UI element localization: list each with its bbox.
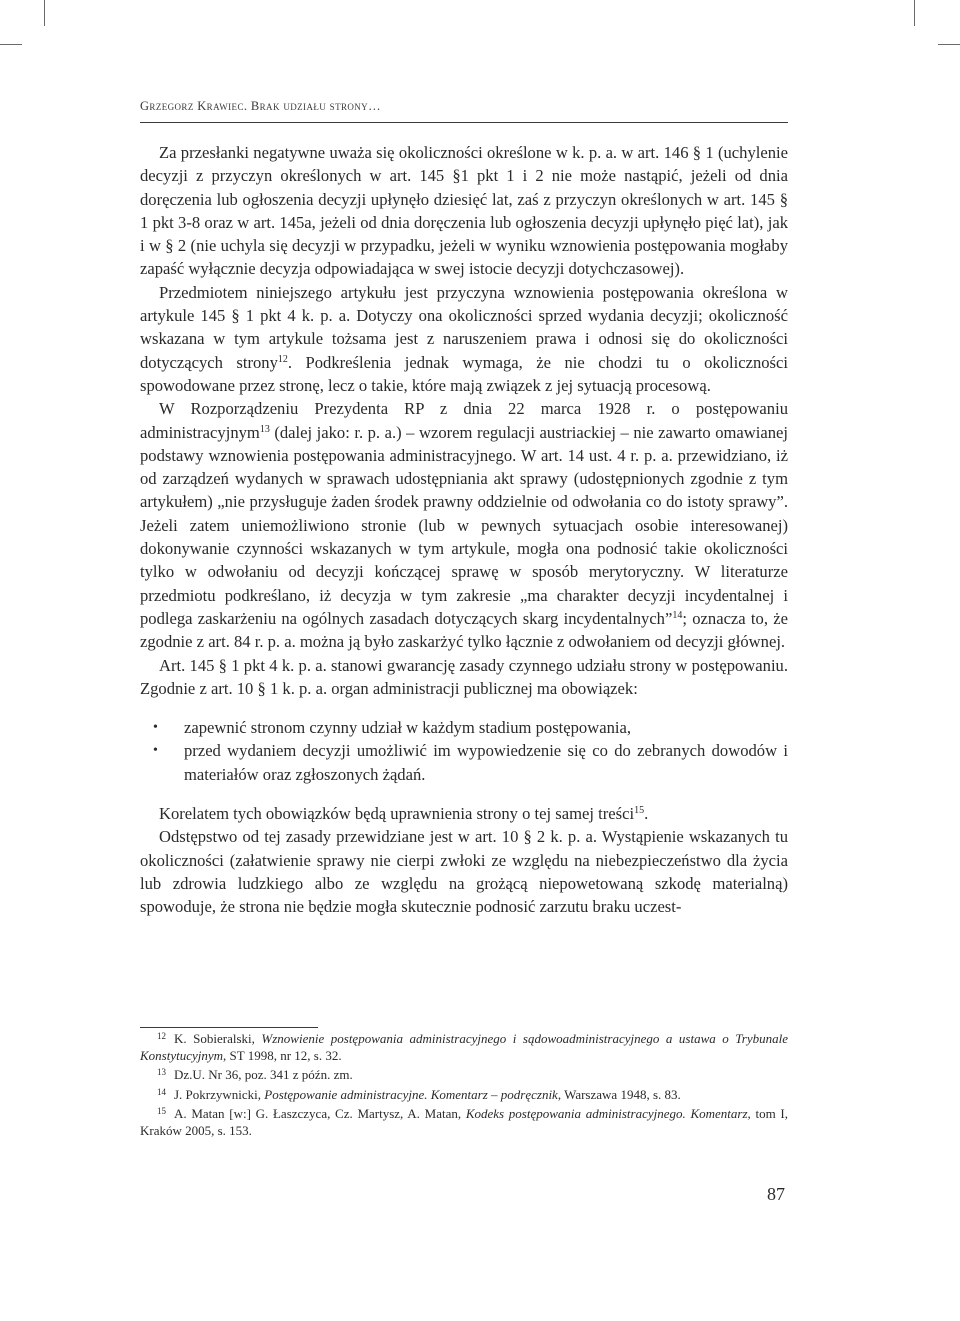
crop-mark: [914, 0, 915, 26]
body-text: [140, 141, 788, 919]
crop-mark: [44, 0, 45, 26]
paragraph: Korelatem tych obowiązków będą uprawnienia strony o tej samej treści$^{15}$.: [159, 804, 649, 824]
crop-mark: [0, 44, 22, 45]
list-item: • zapewnić stronom czynny udział w każdym stadium postępowania,: [140, 716, 788, 739]
paragraph: Art. 145 § 1 pkt 4 k. p. a. stanowi gwarancję zasady czynnego udziału strony w postępowaniu. Zgodnie z art. 10 § 1 k. p. a. organ administracji publicznej ma obowiązek:: [140, 655, 788, 698]
footnote-ref[interactable]: 13: [259, 423, 270, 435]
footnote-ref[interactable]: 12: [277, 353, 288, 365]
footnote: $^{13}$ Dz.U. Nr 36, poz. 341 z późn. zm.: [157, 1067, 353, 1083]
footnote-rule: [140, 1027, 318, 1028]
footnote: $^{15}$ A. Matan [w:] G. Łaszczyca, Cz. Martysz, A. Matan, Kodeks postępowania administracyjnego. Komentarz, tom I, Kraków 2005, s. 153.: [140, 1105, 789, 1139]
running-head: Grzegorz Krawiec. Brak udziału strony…: [140, 99, 381, 113]
footnote: $^{12}$ K. Sobieralski, Wznowienie postępowania administracyjnego i sądowoadministracyjnego a ustawa o Trybunale Konstytucyjnym, ST 1998, nr 12, s. 32.: [140, 1031, 789, 1064]
paragraph: Za przesłanki negatywne uważa się okoliczności określone w k. p. a. w art. 146 § 1 (uchylenie decyzji z przyczyn określonych w art. 145 §1 pkt 1 i 2 nie może nastąpić, jeżeli od dnia doręczenia lub ogłoszenia decyzji upłynęło dziesięć lat, zaś z przyczyn określonych w art. 145 § 1 pkt 3-8 oraz w art. 145a, jeżeli od dnia doręczenia lub ogłoszenia decyzji upłynęło pięć lat), jak i w § 2 (nie uchyla się decyzji w przypadku, jeżeli w wyniku wznowienia postępowania mogłaby zapaść wyłącznie decyzja odpowiadająca w swej istocie decyzji dotychczasowej).: [140, 143, 788, 279]
footnotes: [140, 1030, 788, 1141]
paragraph: Przedmiotem niniejszego artykułu jest przyczyna wznowienia postępowania określona w artykule 145 § 1 pkt 4 k. p. a. Dotyczy ona okoliczności sprzed wydania decyzji; okoliczność wskazana w tym artykule tożsama jest z naruszeniem prawa i odnosi się do okoliczności dotyczących strony$^{12}$. Podkreślenia jednak wymaga, że nie chodzi tu o okoliczności spowodowane przez stronę, lecz o takie, które mają związek z jej sytuacją procesową.: [140, 282, 788, 395]
footnote-ref[interactable]: 14: [672, 609, 683, 621]
header-rule: [140, 122, 788, 123]
list-item: • przed wydaniem decyzji umożliwić im wypowiedzenie się co do zebranych dowodów i materiałów oraz zgłoszonych żądań.: [140, 739, 788, 786]
crop-mark: [938, 44, 960, 45]
footnote-ref[interactable]: 15: [634, 805, 645, 817]
paragraph: W Rozporządzeniu Prezydenta RP z dnia 22 marca 1928 r. o postępowaniu administracyjnym$^{13}$ (dalej jako: r. p. a.) – wzorem regulacji austriackiej – nie zawarto omawianej podstawy wznowienia postępowania administracyjnego. W art. 14 ust. 4 r. p. a. przewidziano, iż od zarządzeń wydanych w sprawach udostępniania akt sprawy (udostępnionych zgodnie z tym artykułem) „nie przysługuje żaden środek prawny oddzielnie od odwołania co do istoty sprawy”. Jeżeli zatem uniemożliwiono stronie (lub w pewnych sytuacjach osobie interesowanej) dokonywanie czynności wskazanych w tym artykule, mogła ona podnosić takie okoliczności tylko w odwołaniu od decyzji kończącej sprawę w sposób merytoryczny. W literaturze przedmiotu podkreślano, iż decyzja w tym zakresie „ma charakter decyzji incydentalnej i podlega zaskarżeniu na ogólnych zasadach dotyczących skarg incydentalnych”$^{14}$; oznacza to, że zgodnie z art. 84 r. p. a. można ją było zaskarżyć tylko łącznie z odwołaniem od decyzji głównej.: [140, 399, 788, 652]
paragraph: Odstępstwo od tej zasady przewidziane jest w art. 10 § 2 k. p. a. Wystąpienie wskazanych tu okoliczności (załatwienie sprawy nie cierpi zwłoki ze względu na niebezpieczeństwo dla życia lub zdrowia ludzkiego albo ze względu na grożącą niepowetowaną szkodę materialną) spowoduje, że strona nie będzie mogła skutecznie podnosić zarzutu braku uczest-: [140, 827, 788, 917]
footnote: $^{14}$ J. Pokrzywnicki, Postępowanie administracyjne. Komentarz – podręcznik, Warszawa 1948, s. 83.: [157, 1086, 681, 1102]
page-number: 87: [767, 1184, 785, 1204]
bullet-list: [140, 716, 788, 786]
